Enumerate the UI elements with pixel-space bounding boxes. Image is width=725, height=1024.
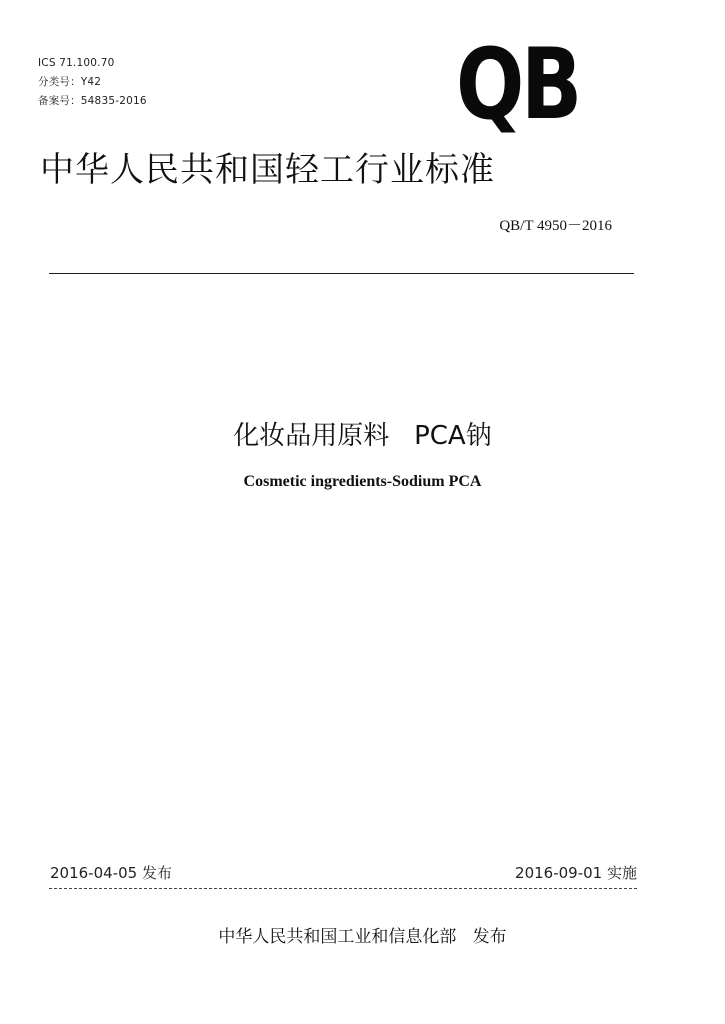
bottom-divider <box>49 888 637 889</box>
record-number: 备案号：54835-2016 <box>38 95 147 107</box>
issue-date: 2016-04-05 发布 <box>50 864 172 882</box>
qb-logo: QB <box>456 28 580 142</box>
document-title-cn: 化妆品用原料 PCA钠 <box>233 421 492 451</box>
document-title-en: Cosmetic ingredients-Sodium PCA <box>243 473 482 490</box>
category-code: 分类号：Y42 <box>38 76 102 88</box>
issuing-authority: 中华人民共和国工业和信息化部 发布 <box>218 927 507 947</box>
standard-number: QB/T 4950－2016 <box>499 218 612 234</box>
implementation-date: 2016-09-01 实施 <box>515 864 637 882</box>
top-divider <box>49 273 634 274</box>
classification-block <box>38 54 147 111</box>
standard-type-title: 中华人民共和国轻工行业标准 <box>40 150 495 190</box>
ics-code: ICS 71.100.70 <box>38 57 115 69</box>
